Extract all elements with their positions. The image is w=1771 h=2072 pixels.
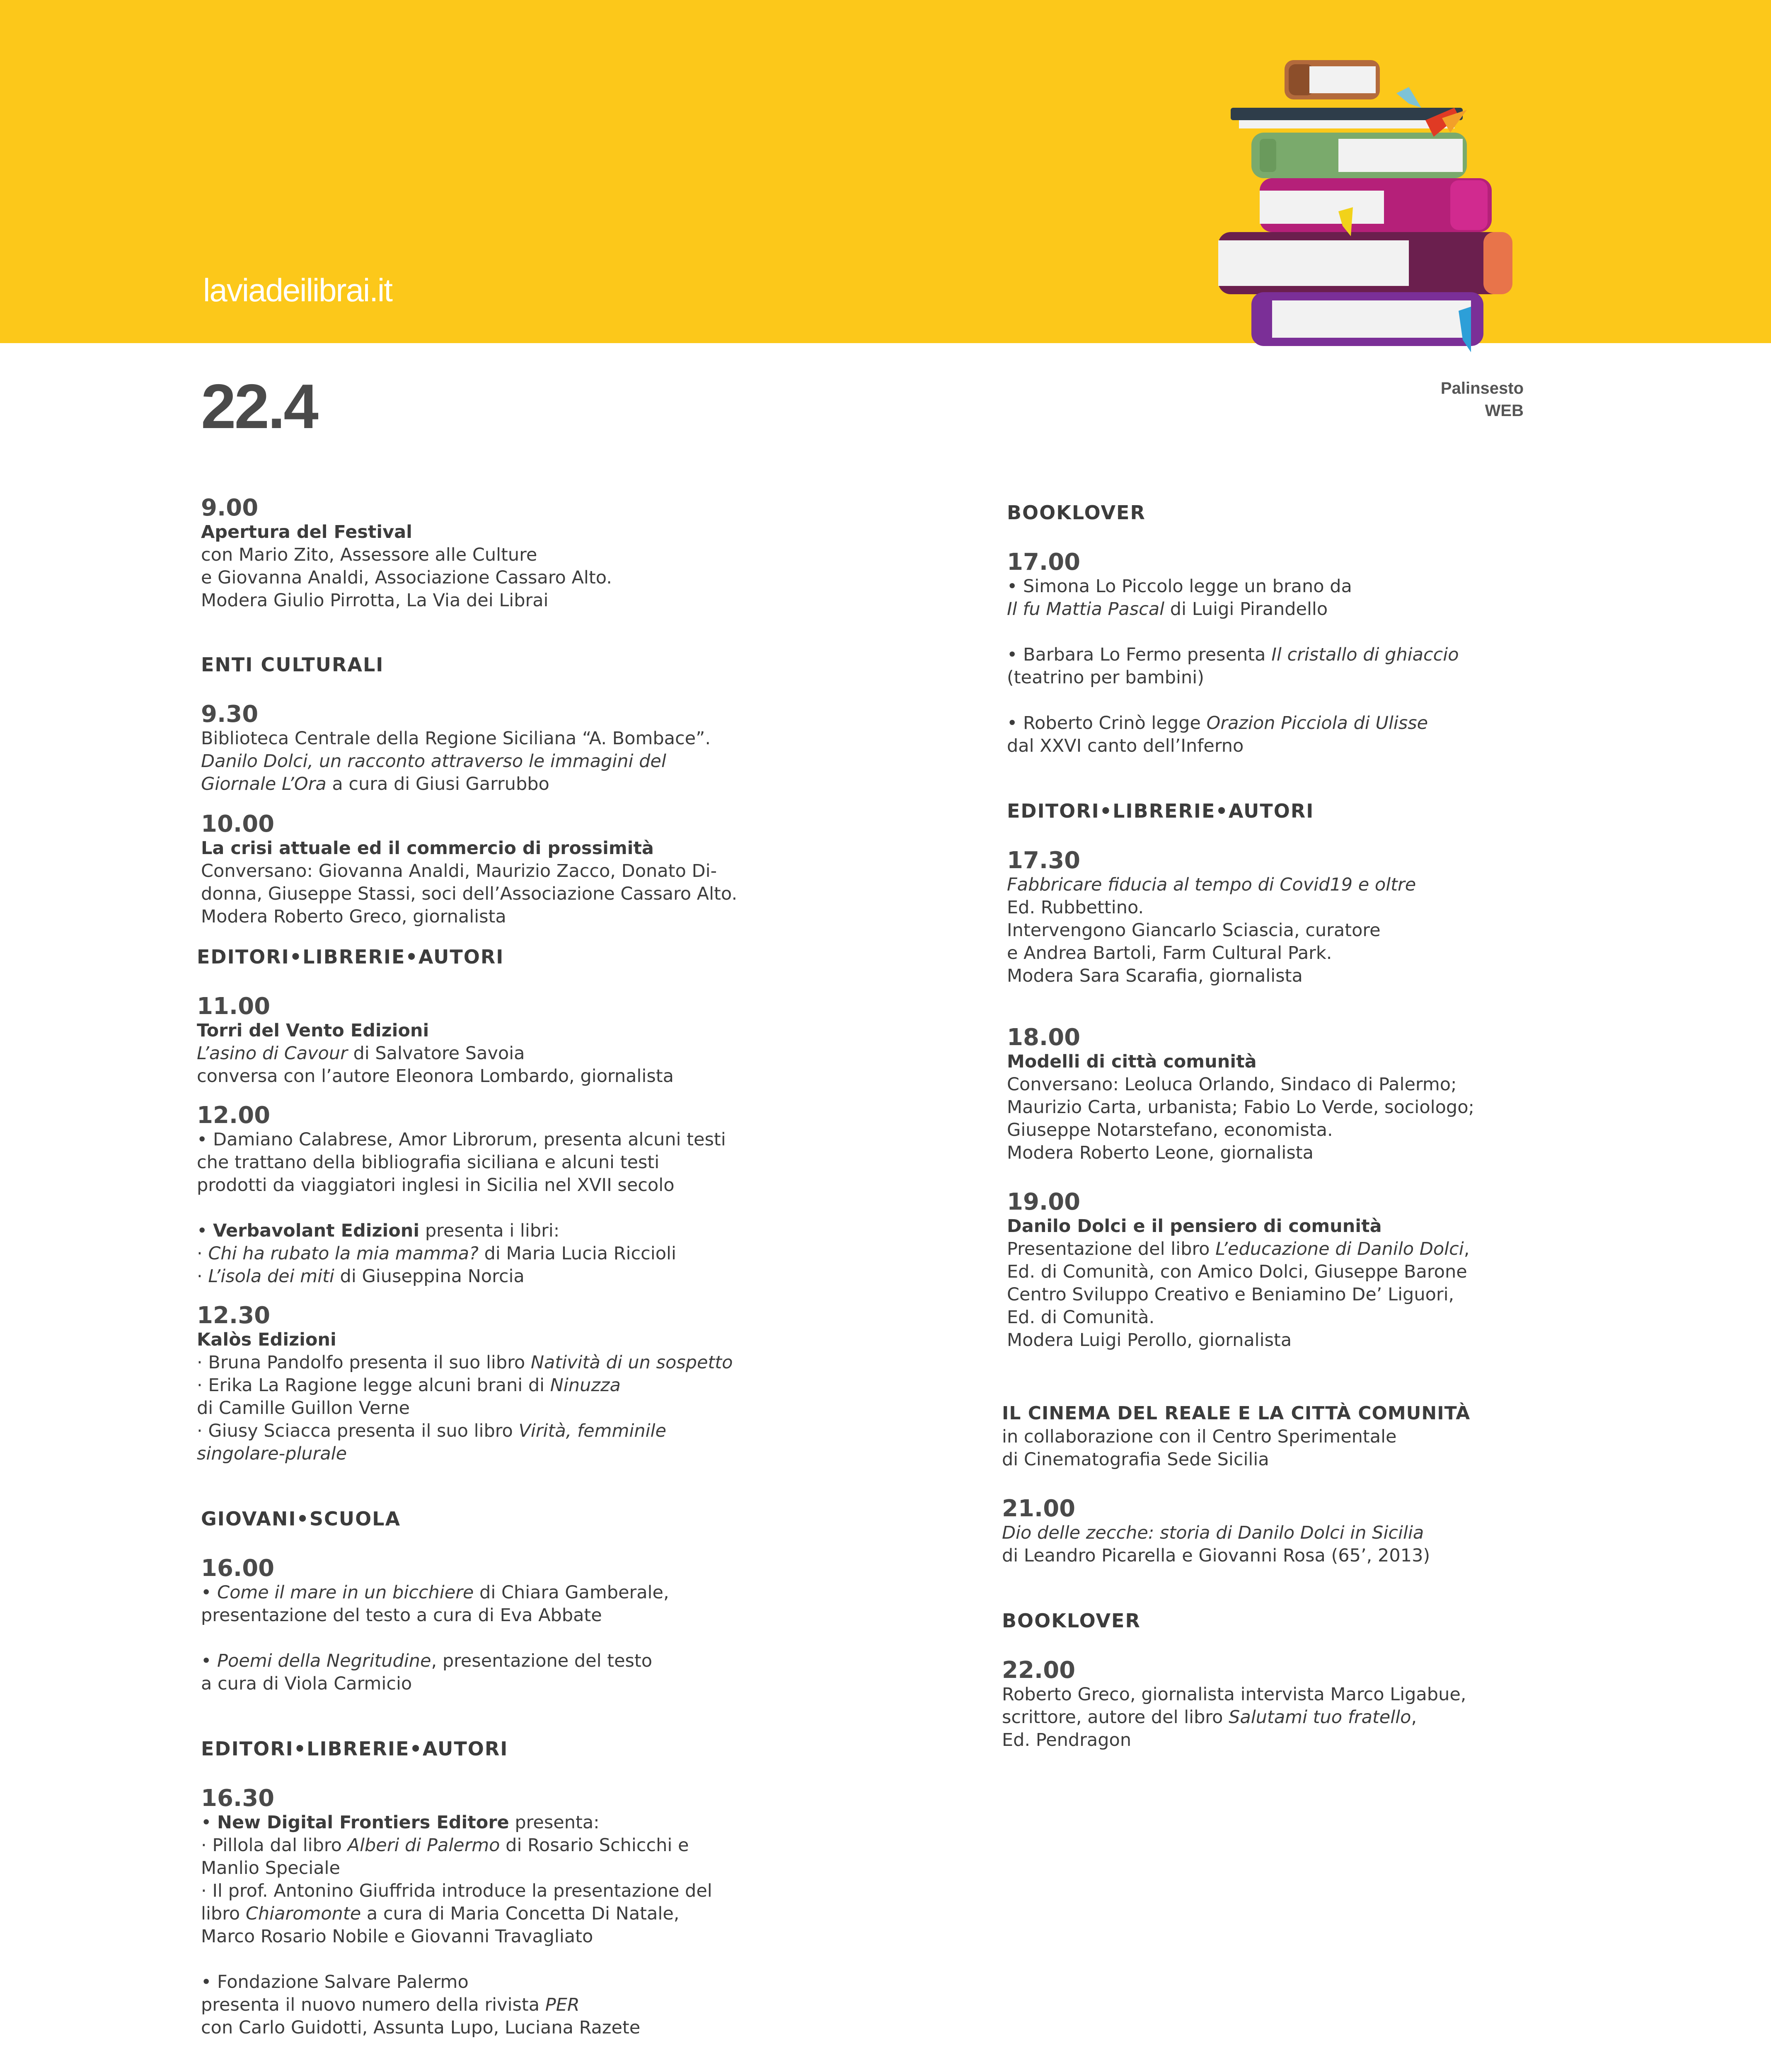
event-line: conversa con l’autore Eleonora Lombardo, giornalista [197, 1066, 674, 1087]
event-line [201, 1811, 789, 1834]
event-line: Maurizio Carta, urbanista; Fabio Lo Verde, sociologo; [1007, 1097, 1474, 1118]
event-text: di Chiara Gamberale, [474, 1582, 669, 1603]
event-12-30 [197, 1303, 789, 1465]
event-title: Torri del Vento Edizioni [197, 1020, 429, 1041]
event-text: di Salvatore Savoia [347, 1043, 525, 1064]
event-12-00 [197, 1103, 789, 1288]
event-text: scrittore, autore del libro [1002, 1707, 1229, 1728]
event-text: , [1464, 1239, 1470, 1259]
event-line: (teatrino per bambini) [1007, 667, 1205, 688]
event-time: 17.00 [1007, 549, 1081, 576]
event-line: Danilo Dolci, un racconto attraverso le immagini del [201, 751, 666, 772]
event-text: , [1411, 1707, 1417, 1728]
event-text: , presentazione del testo [431, 1651, 653, 1671]
event-line [197, 1351, 789, 1374]
section-heading-giovani-scuola: GIOVANI•SCUOLA [201, 1508, 401, 1530]
event-21-00 [1002, 1496, 1570, 1567]
event-text: libro [201, 1903, 246, 1924]
event-line: Roberto Greco, giornalista intervista Marco Ligabue, [1002, 1684, 1466, 1705]
event-line [201, 1650, 789, 1673]
event-time: 21.00 [1002, 1495, 1076, 1522]
event-11-00 [197, 994, 789, 1088]
event-line: a cura di Viola Carmicio [201, 1673, 412, 1694]
event-line [201, 1994, 789, 2016]
event-time: 9.00 [201, 494, 259, 521]
event-line [1007, 644, 1570, 666]
event-line [1007, 712, 1570, 735]
event-9-30 [201, 702, 789, 796]
event-17-30 [1007, 848, 1570, 988]
event-line: Modera Sara Scarafia, giornalista [1007, 966, 1303, 986]
event-line: Ed. Rubbettino. [1007, 897, 1144, 918]
event-time: 17.30 [1007, 847, 1081, 874]
event-line: Modera Roberto Leone, giornalista [1007, 1143, 1314, 1163]
event-time: 16.30 [201, 1785, 275, 1812]
event-line: Fabbricare fiducia al tempo di Covid19 e oltre [1007, 874, 1416, 895]
event-line: Ed. di Comunità, con Amico Dolci, Giuseppe Barone [1007, 1261, 1467, 1282]
event-line: Ed. Pendragon [1002, 1730, 1132, 1750]
event-title: La crisi attuale ed il commercio di prossimità [201, 838, 654, 859]
event-text: L’educazione di Danilo Dolci [1215, 1239, 1464, 1259]
event-18-00 [1007, 1025, 1570, 1164]
event-text: Natività di un sospetto [530, 1352, 733, 1373]
event-line: Giuseppe Notarstefano, economista. [1007, 1120, 1333, 1140]
event-text: presenta: [509, 1812, 600, 1833]
cinema-section [1002, 1402, 1570, 1752]
event-time: 12.00 [197, 1102, 271, 1129]
event-line [197, 1042, 789, 1065]
event-line: Manlio Speciale [201, 1858, 340, 1878]
event-text: Presentazione del libro [1007, 1239, 1216, 1259]
event-time: 10.00 [201, 811, 275, 838]
event-line: con Carlo Guidotti, Assunta Lupo, Luciana Razete [201, 2017, 641, 2038]
event-text: Alberi di Palermo [347, 1835, 500, 1856]
event-text: · Erika La Ragione legge alcuni brani di [197, 1375, 550, 1396]
event-line: Ed. di Comunità. [1007, 1307, 1155, 1328]
event-text: · [197, 1243, 208, 1264]
event-line [201, 1581, 789, 1604]
event-text: L’asino di Cavour [197, 1043, 348, 1064]
section-heading-booklover-2: BOOKLOVER [1002, 1610, 1141, 1632]
event-text: presenta i libri: [419, 1220, 560, 1241]
event-text: di Giuseppina Norcia [334, 1266, 525, 1287]
badge-line-1: Palinsesto [1440, 379, 1524, 397]
event-text: • [201, 1651, 218, 1671]
event-line: Modera Roberto Greco, giornalista [201, 906, 506, 927]
event-text: a cura di Giusi Garrubbo [326, 774, 549, 794]
event-line: Biblioteca Centrale della Regione Siciliana “A. Bombace”. [201, 728, 711, 749]
event-16-00 [201, 1556, 789, 1695]
event-line: • Simona Lo Piccolo legge un brano da [1007, 576, 1352, 597]
event-line: dal XXVI canto dell’Inferno [1007, 736, 1244, 756]
event-text: di Rosario Schicchi e [500, 1835, 689, 1856]
event-time: 22.00 [1002, 1657, 1076, 1684]
event-16-30 [201, 1786, 789, 2039]
event-text: • Barbara Lo Fermo presenta [1007, 644, 1272, 665]
event-text: Giornale L’Ora [201, 774, 327, 794]
event-line [201, 773, 789, 796]
event-time: 18.00 [1007, 1024, 1081, 1051]
event-text: Poemi della Negritudine [217, 1651, 431, 1671]
event-line: donna, Giuseppe Stassi, soci dell’Associazione Cassaro Alto. [201, 884, 738, 904]
event-line: e Andrea Bartoli, Farm Cultural Park. [1007, 943, 1332, 963]
event-line: • Damiano Calabrese, Amor Librorum, presenta alcuni testi [197, 1129, 726, 1150]
event-line [197, 1220, 789, 1242]
event-line: presentazione del testo a cura di Eva Abbate [201, 1605, 602, 1626]
event-line [197, 1374, 789, 1397]
event-line: · Il prof. Antonino Giuffrida introduce la presentazione del [201, 1881, 712, 1901]
event-text: • [197, 1220, 213, 1241]
event-line: con Mario Zito, Assessore alle Culture [201, 545, 537, 565]
event-line: Modera Luigi Perollo, giornalista [1007, 1330, 1292, 1351]
event-17-00 [1007, 549, 1570, 758]
event-line [1007, 1238, 1570, 1261]
section-heading-editori-3: EDITORI•LIBRERIE•AUTORI [1007, 800, 1314, 822]
date-heading: 22.4 [201, 371, 317, 442]
event-title: Apertura del Festival [201, 522, 412, 542]
event-text: a cura di Maria Concetta Di Natale, [361, 1903, 680, 1924]
event-22-00 [1002, 1658, 1570, 1752]
event-line: Conversano: Leoluca Orlando, Sindaco di Palermo; [1007, 1074, 1457, 1095]
event-title: Modelli di città comunità [1007, 1051, 1257, 1072]
event-text: Come il mare in un bicchiere [217, 1582, 474, 1603]
section-heading-editori-2: EDITORI•LIBRERIE•AUTORI [201, 1738, 508, 1760]
section-line: di Cinematografia Sede Sicilia [1002, 1449, 1269, 1470]
event-line: che trattano della bibliografia siciliana e alcuni testi [197, 1152, 660, 1173]
palinsesto-badge [1441, 377, 1524, 422]
event-text: Chi ha rubato la mia mamma? [208, 1243, 479, 1264]
event-text: PER [545, 1995, 580, 2015]
event-line [197, 1242, 789, 1265]
section-heading-cinema: IL CINEMA DEL REALE E LA CITTÀ COMUNITÀ [1002, 1403, 1471, 1424]
event-9-00 [201, 495, 789, 612]
event-line: Marco Rosario Nobile e Giovanni Travagliato [201, 1926, 593, 1947]
section-heading-editori: EDITORI•LIBRERIE•AUTORI [197, 946, 504, 968]
event-line [1007, 598, 1570, 621]
event-text: Virità, femminile [518, 1421, 666, 1441]
right-column [1002, 501, 1570, 1752]
event-line [1002, 1706, 1570, 1729]
event-text: · Bruna Pandolfo presenta il suo libro [197, 1352, 531, 1373]
event-text: · [197, 1266, 208, 1287]
event-time: 9.30 [201, 701, 259, 728]
event-text: Verbavolant Edizioni [213, 1220, 420, 1241]
event-line: Centro Sviluppo Creativo e Beniamino De’ Liguori, [1007, 1284, 1454, 1305]
section-line: in collaborazione con il Centro Sperimentale [1002, 1426, 1397, 1447]
event-title: Danilo Dolci e il pensiero di comunità [1007, 1216, 1382, 1237]
event-line: • Fondazione Salvare Palermo [201, 1972, 469, 1992]
event-line [201, 1903, 789, 1925]
event-text: di Maria Lucia Riccioli [478, 1243, 676, 1264]
event-text: Il cristallo di ghiaccio [1271, 644, 1459, 665]
event-time: 19.00 [1007, 1188, 1081, 1215]
event-line: di Camille Guillon Verne [197, 1398, 410, 1418]
event-text: • Roberto Crinò legge [1007, 713, 1207, 733]
event-line: di Leandro Picarella e Giovanni Rosa (65’, 2013) [1002, 1545, 1430, 1566]
event-line [197, 1420, 789, 1443]
event-line [197, 1265, 789, 1288]
event-title: Kalòs Edizioni [197, 1329, 336, 1350]
event-text: Chiaromonte [245, 1903, 361, 1924]
section-heading-booklover: BOOKLOVER [1007, 501, 1146, 524]
event-text: · Giusy Sciacca presenta il suo libro [197, 1421, 519, 1441]
book-stack-icon [1202, 54, 1525, 352]
event-line: Dio delle zecche: storia di Danilo Dolci in Sicilia [1002, 1523, 1424, 1543]
event-time: 16.00 [201, 1555, 275, 1582]
left-column [197, 494, 789, 2039]
event-10-00 [201, 811, 789, 928]
event-line: Modera Giulio Pirrotta, La Via dei Librai [201, 590, 549, 611]
event-time: 11.00 [197, 993, 271, 1020]
event-text: • [201, 1812, 218, 1833]
event-text: • [201, 1582, 218, 1603]
event-line: Conversano: Giovanna Analdi, Maurizio Zacco, Donato Di- [201, 861, 717, 881]
event-time: 12.30 [197, 1302, 271, 1329]
event-text: Il fu Mattia Pascal [1007, 599, 1165, 620]
event-text: di Luigi Pirandello [1164, 599, 1328, 620]
event-line: e Giovanna Analdi, Associazione Cassaro Alto. [201, 567, 612, 588]
event-text: · Pillola dal libro [201, 1835, 348, 1856]
event-text: Ninuzza [550, 1375, 621, 1396]
event-line: prodotti da viaggiatori inglesi in Sicilia nel XVII secolo [197, 1175, 675, 1196]
event-19-00 [1007, 1189, 1570, 1352]
event-text: Salutami tuo fratello [1229, 1707, 1411, 1728]
event-text: presenta il nuovo numero della rivista [201, 1995, 545, 2015]
site-url[interactable]: laviadeilibrai.it [203, 272, 392, 308]
event-text: L’isola dei miti [208, 1266, 334, 1287]
event-text: Orazion Picciola di Ulisse [1206, 713, 1428, 733]
section-heading-enti-culturali: ENTI CULTURALI [201, 654, 384, 676]
event-line: singolare-plurale [197, 1443, 347, 1464]
event-text: New Digital Frontiers Editore [217, 1812, 509, 1833]
event-line: Intervengono Giancarlo Sciascia, curatore [1007, 920, 1381, 941]
header-banner [0, 0, 1771, 343]
event-line [201, 1834, 789, 1857]
badge-line-2: WEB [1485, 402, 1524, 420]
